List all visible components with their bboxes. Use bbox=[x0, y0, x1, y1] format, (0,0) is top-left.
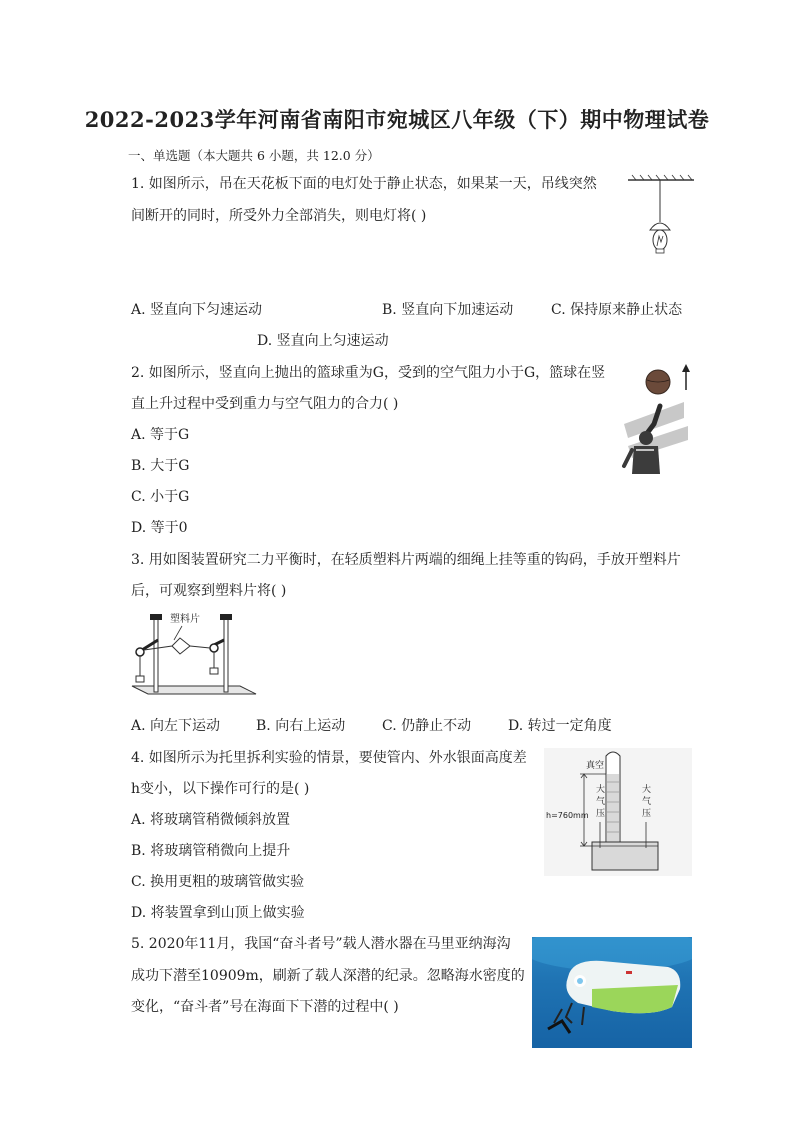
q5-stem-line1: 5. 2020年11月，我国“奋斗者号”载人潜水器在马里亚纳海沟 bbox=[131, 936, 511, 952]
q2-option-c[interactable]: C. 小于G bbox=[131, 489, 190, 505]
hanging-lamp-figure bbox=[628, 172, 694, 256]
q1-stem-line1: 1. 如图所示，吊在天花板下面的电灯处于静止状态，如果某一天，吊线突然 bbox=[131, 176, 597, 192]
q3-option-c[interactable]: C. 仍静止不动 bbox=[382, 718, 472, 734]
pressure-right-char3: 压 bbox=[642, 809, 652, 819]
q1-option-d[interactable]: D. 竖直向上匀速运动 bbox=[257, 333, 389, 349]
q2-option-a[interactable]: A. 等于G bbox=[131, 427, 190, 443]
q5-stem-line2: 成功下潜至10909m，刷新了载人深潜的纪录。忽略海水密度的 bbox=[131, 968, 525, 984]
submersible-illustration bbox=[532, 937, 692, 1048]
q3-stem-line1: 3. 用如图装置研究二力平衡时，在轻质塑料片两端的细绳上挂等重的钩码，手放开塑料片 bbox=[131, 552, 681, 568]
q3-option-d[interactable]: D. 转过一定角度 bbox=[508, 718, 612, 734]
q4-option-a[interactable]: A. 将玻璃管稍微倾斜放置 bbox=[131, 812, 291, 828]
q3-option-b[interactable]: B. 向右上运动 bbox=[256, 718, 346, 734]
torricelli-experiment-figure bbox=[544, 748, 692, 876]
pressure-right-char2: 气 bbox=[642, 797, 652, 807]
vacuum-label: 真空 bbox=[586, 761, 605, 771]
q2-option-b[interactable]: B. 大于G bbox=[131, 458, 190, 474]
q4-option-c[interactable]: C. 换用更粗的玻璃管做实验 bbox=[131, 874, 305, 890]
q1-option-a[interactable]: A. 竖直向下匀速运动 bbox=[131, 302, 263, 318]
q2-stem-line1: 2. 如图所示，竖直向上抛出的篮球重为G，受到的空气阻力小于G，篮球在竖 bbox=[131, 365, 606, 381]
q2-stem-line2: 直上升过程中受到重力与空气阻力的合力( ) bbox=[131, 396, 399, 412]
pressure-right-char1: 大 bbox=[642, 785, 652, 795]
pressure-left-char2: 气 bbox=[596, 797, 606, 807]
q4-stem-line1: 4. 如图所示为托里拆利实验的情景，要使管内、外水银面高度差 bbox=[131, 750, 527, 766]
submersible-photo bbox=[532, 937, 692, 1048]
q4-option-b[interactable]: B. 将玻璃管稍微向上提升 bbox=[131, 843, 291, 859]
pressure-left-char1: 大 bbox=[596, 785, 606, 795]
q3-stem-line2: 后，可观察到塑料片将( ) bbox=[131, 583, 287, 599]
basketball-player-figure bbox=[614, 362, 694, 476]
q2-option-d[interactable]: D. 等于0 bbox=[131, 520, 188, 536]
page-title: 2022-2023学年河南省南阳市宛城区八年级（下）期中物理试卷 bbox=[84, 107, 710, 132]
q1-option-b[interactable]: B. 竖直向下加速运动 bbox=[382, 302, 514, 318]
q1-stem-line2: 间断开的同时，所受外力全部消失，则电灯将( ) bbox=[131, 208, 427, 224]
q3-option-a[interactable]: A. 向左下运动 bbox=[131, 718, 221, 734]
balance-apparatus-figure bbox=[128, 606, 260, 704]
pressure-left-char3: 压 bbox=[596, 809, 606, 819]
q1-option-c[interactable]: C. 保持原来静止状态 bbox=[551, 302, 683, 318]
height-label: h=760mm bbox=[546, 811, 589, 820]
section-heading: 一、单选题（本大题共 6 小题，共 12.0 分） bbox=[128, 148, 380, 163]
q4-option-d[interactable]: D. 将装置拿到山顶上做实验 bbox=[131, 905, 305, 921]
plastic-sheet-label: 塑料片 bbox=[170, 614, 200, 625]
q4-stem-line2: h变小，以下操作可行的是( ) bbox=[131, 781, 310, 797]
q5-stem-line3: 变化，“奋斗者”号在海面下下潜的过程中( ) bbox=[131, 999, 399, 1015]
